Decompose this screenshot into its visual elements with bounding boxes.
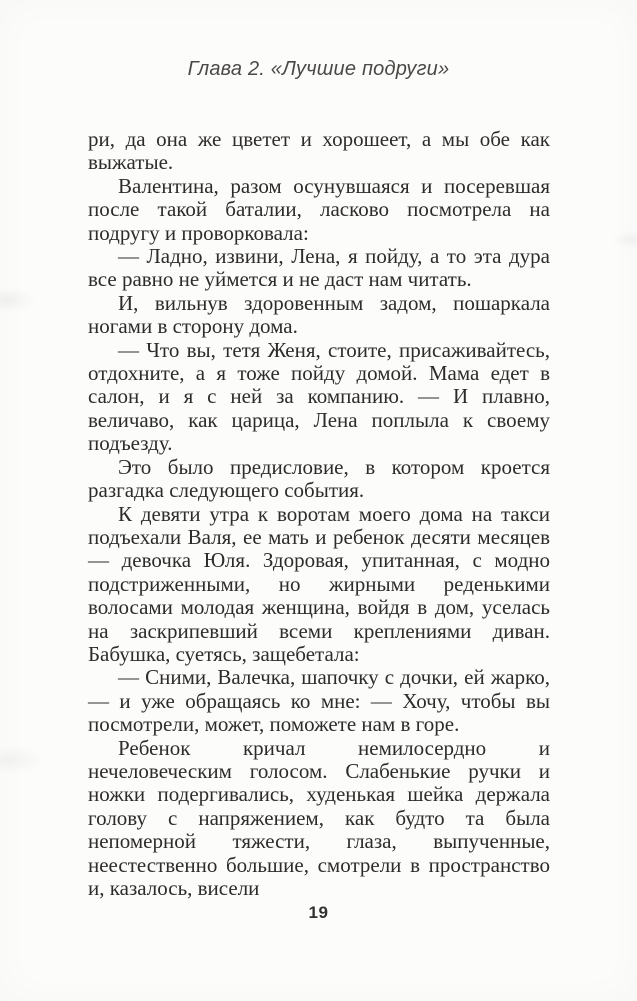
paragraph: Это было предисловие, в котором кроется разгадка следующего события. (88, 454, 550, 503)
paragraph: К девяти утра к воротам моего дома на такси подъехали Валя, ее мать и ребенок десяти месяцев — девочка Юля. Здоровая, упитанная, с модно подстриженными, но жирными реденькими волосами молодая женщина, войдя в дом, уселась на заскрипевший всеми креплениями диван. Бабушка, суетясь, защебетала: (88, 501, 550, 666)
paragraph: ри, да она же цветет и хорошеет, а мы обе как выжатые. (88, 127, 550, 175)
page-body (88, 128, 550, 900)
paragraph: — Сними, Валечка, шапочку с дочки, ей жарко, — и уже обращаясь ко мне: — Хочу, чтобы вы посмотрели, может, поможете нам в горе. (88, 665, 550, 737)
paragraph: — Что вы, тетя Женя, стоите, присаживайтесь, отдохните, а я тоже пойду домой. Мама едет в салон, и я с ней за компанию. — И плавно, величаво, как царица, Лена поплыла к своему подъезду. (88, 337, 550, 456)
paragraph: И, вильнув здоровенным задом, пошаркала ногами в сторону дома. (88, 290, 550, 339)
chapter-heading: Глава 2. «Лучшие подруги» (187, 58, 450, 80)
paragraph: Валентина, разом осунувшаяся и посеревшая после такой баталии, ласково посмотрела на подругу и проворковала: (88, 173, 550, 245)
paragraph: — Ладно, извини, Лена, я пойду, а то эта дура все равно не уймется и не даст нам читать. (88, 244, 550, 292)
page-number: 19 (308, 903, 329, 922)
paragraph: Ребенок кричал немилосердно и нечеловеческим голосом. Слабенькие ручки и ножки подергивались, худенькая шейка держала голову с напряжением, как будто та была непомерной тяжести, глаза, выпученные, неестественно большие, смотрели в пространство и, казалось, висели (88, 735, 550, 900)
